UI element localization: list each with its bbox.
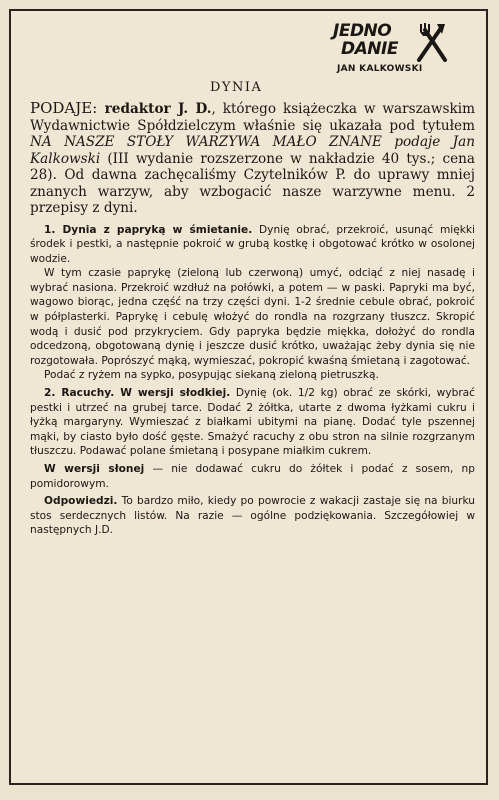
recipe-2-intro — [30, 386, 475, 459]
recipe-2-text: Dynię (ok. 1/2 kg) obrać ze skórki, wybrać pestki i utrzeć na grubej tarce. Dodać 2 żółtka, utarte z dwoma łyżkami cukru i łyżką margaryny. Wymieszać z białkami ubitymi na pianę. Dodać tyle pszennej mąki, by ciasto było dość gęste. Smażyć racuchy z obu stron na silnie rozgrzanym tłuszczu. Podawać polane śmietaną i posypane miałkim cukrem. — [30, 387, 475, 458]
recipes — [30, 223, 475, 538]
intro-text-2: (III wydanie rozszerzone w nakładzie 40 tys.; cena 28). Od dawna zachęcaliśmy Czytelników P. do uprawy mniej znanych warzyw, aby wzbogacić nasze warzywne menu. 2 przepisy z dyni. — [30, 150, 475, 216]
intro-author: Jan Kalkowski — [30, 134, 475, 167]
logo-line-2: DANIE — [341, 39, 398, 59]
recipe-1-title: 1. Dynia z papryką w śmietanie. — [44, 223, 253, 236]
fork-knife-icon — [415, 22, 451, 62]
reply-text: To bardzo miło, kiedy po powrocie z wakacji zastaje się na biurku stos serdecznych listów. Na razie — ogólne podziękowania. Szczegółowiej w następnych J.D. — [30, 495, 475, 537]
recipe-2-salty — [30, 462, 475, 491]
article-body — [30, 100, 475, 538]
book-title: NA NASZE STOŁY WARZYWA MAŁO ZNANE — [30, 134, 382, 150]
intro-text-1: , którego książeczka w warszawskim Wydawnictwie Spółdzielczym właśnie się ukazała pod tytułem — [30, 101, 475, 134]
intro-paragraph — [30, 100, 475, 217]
intro-by: podaje — [381, 134, 453, 150]
logo-author: JAN KALKOWSKI — [337, 64, 423, 74]
logo-title — [333, 22, 398, 58]
reply-title: Odpowiedzi. — [44, 495, 118, 508]
intro-lead: PODAJE: — [30, 99, 105, 117]
recipe-1-steps: W tym czasie paprykę (zieloną lub czerwoną) umyć, odciąć z niej nasadę i wybrać nasiona. Przekroić wzdłuż na połówki, a potem — w paski. Papryki ma być, wagowo biorąc, jedna część na trzy części dyni. 1-2 średnie cebule obrać, pokroić w półplasterki. Paprykę i cebulę włożyć do rondla na rozgrzany tłuszcz. Skropić wodą i dusić pod przykryciem. Gdy papryka będzie miękka, dołożyć do rondla odcedzoną, obgotowaną dynię i jeszcze dusić krótko, uważając żeby dynia się nie rozgotowała. Poprószyć mąką, wymieszać, pokropić kwaśną śmietaną i zagotować. — [30, 267, 475, 367]
recipe-1-serving: Podać z ryżem na sypko, posypując siekaną zieloną pietruszką. — [44, 369, 379, 382]
recipe-1-intro — [30, 223, 475, 267]
logo-line-1: JEDNO — [333, 21, 392, 41]
recipe-1-text-1: Dynię obrać, przekroić, usunąć miękki środek i pestki, a następnie pokroić w grubą kostkę i obgotować krótko w osolonej wodzie. — [30, 223, 475, 265]
reply-paragraph — [30, 494, 475, 538]
recipe-2-title: 2. Racuchy. W wersji słodkiej. — [44, 387, 231, 400]
intro-editor: redaktor J. D. — [104, 101, 212, 117]
column-logo — [333, 22, 453, 82]
recipe-2-salty-text: — nie dodawać cukru do żółtek i podać z sosem, np pomidorowym. — [30, 463, 475, 490]
recipe-2-salty-title: W wersji słonej — [44, 463, 145, 475]
article-headline: DYNIA — [210, 80, 263, 95]
